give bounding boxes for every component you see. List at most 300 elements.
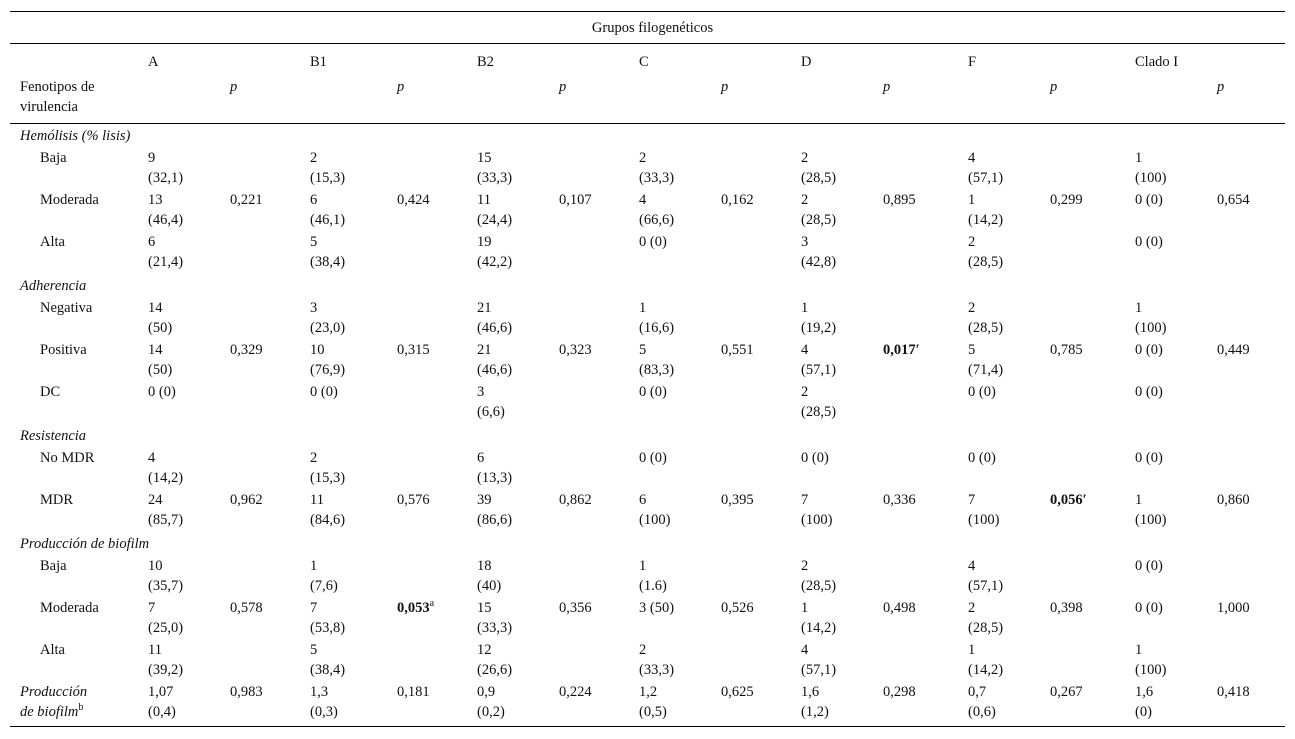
p-value: [1040, 448, 1125, 490]
value-cell: [791, 340, 873, 382]
p-value-text: 0,576: [397, 492, 430, 508]
value-cell: [791, 490, 873, 532]
p-value-text: 1,000: [1217, 600, 1250, 616]
p-value-text: 0,398: [1050, 600, 1083, 616]
group-name-clado-i: Clado I: [1135, 53, 1179, 70]
value-percent: (28,5): [968, 620, 1004, 636]
p-value-text: 0,056′: [1050, 492, 1087, 508]
table-row: [10, 190, 1285, 232]
value-cell: [791, 598, 873, 640]
value-cell: [300, 190, 387, 232]
value-percent: (40): [477, 578, 502, 594]
p-value: [873, 556, 958, 598]
value-percent: (0,4): [148, 704, 176, 720]
group-name-c: C: [639, 53, 649, 70]
p-value: 0,418: [1207, 682, 1285, 727]
value-count: 5: [968, 342, 976, 358]
p-value: [711, 340, 791, 382]
table-row: [10, 640, 1285, 682]
value-cell: [300, 598, 387, 640]
value-count: 19: [477, 234, 492, 250]
p-value: [873, 448, 958, 490]
p-value-text: 0,299: [1050, 192, 1083, 208]
value-cell: [958, 148, 1040, 190]
p-value: [711, 298, 791, 340]
p-value: [1040, 490, 1125, 532]
p-value: [387, 640, 467, 682]
value-percent: (24,4): [477, 212, 513, 228]
value-cell: [138, 448, 220, 490]
value-percent: (42,8): [801, 254, 837, 270]
p-value: [1040, 340, 1125, 382]
value-count: 0 (0): [1135, 192, 1163, 208]
p-value-text: 0,221: [230, 192, 263, 208]
p-value: [220, 490, 300, 532]
value-count: 3: [477, 384, 485, 400]
value-percent: (23,0): [310, 320, 346, 336]
value-count: 1: [968, 642, 976, 658]
group-spacer: [1040, 44, 1125, 78]
value-count: 0 (0): [968, 450, 996, 466]
p-value-text: 0,395: [721, 492, 754, 508]
value-count: 6: [148, 234, 156, 250]
p-value-text: 0,654: [1217, 192, 1250, 208]
p-value: [1207, 382, 1285, 424]
value-count: 1: [968, 192, 976, 208]
p-value: [1207, 490, 1285, 532]
value-percent: (14,2): [148, 470, 184, 486]
table-row: [10, 340, 1285, 382]
p-value-text: 0,962: [230, 492, 263, 508]
value-count: 0 (0): [310, 384, 338, 400]
p-value: [220, 640, 300, 682]
group-header-row: [10, 12, 1285, 44]
row-label: No MDR: [40, 450, 95, 466]
group-spacer: [549, 44, 629, 78]
group-name-f: F: [968, 53, 977, 70]
value-percent: (25,0): [148, 620, 184, 636]
value-percent: (28,5): [801, 404, 837, 420]
value-percent: (38,4): [310, 254, 346, 270]
value-percent: (100): [1135, 512, 1167, 528]
value-percent: (15,3): [310, 170, 346, 186]
value-cell: [138, 490, 220, 532]
p-value-text: 0,053: [397, 600, 430, 616]
value-count: 0 (0): [1135, 600, 1163, 616]
value-cell: [300, 640, 387, 682]
value-count: 11: [310, 492, 324, 508]
value-cell: [629, 682, 711, 727]
value-cell: [300, 340, 387, 382]
p-value: [220, 448, 300, 490]
value-percent: (83,3): [639, 362, 675, 378]
value-cell: [300, 382, 387, 424]
value-cell: [958, 490, 1040, 532]
p-value: 0,224: [549, 682, 629, 727]
value-cell: [138, 682, 220, 727]
value-count: 2: [801, 150, 809, 166]
value-cell: [958, 232, 1040, 274]
p-value: [549, 298, 629, 340]
value-count: 1: [1135, 492, 1143, 508]
value-count: 12: [477, 642, 492, 658]
value-count: 5: [639, 342, 647, 358]
value-count: 7: [148, 600, 156, 616]
p-value: [1207, 298, 1285, 340]
final-label-line1: Producción: [20, 684, 88, 700]
table-row: [10, 148, 1285, 190]
value-cell: [467, 640, 549, 682]
value-percent: (33,3): [639, 662, 675, 678]
value-count: 0 (0): [1135, 234, 1163, 250]
value-count: 6: [477, 450, 485, 466]
value-percent: (100): [1135, 170, 1167, 186]
p-value-text: 0,862: [559, 492, 592, 508]
p-value: [1040, 298, 1125, 340]
value-percent: (100): [639, 512, 671, 528]
p-value-text: 0,336: [883, 492, 916, 508]
p-value: [873, 298, 958, 340]
p-header: p: [873, 77, 958, 124]
value-percent: (42,2): [477, 254, 513, 270]
value-cell: [791, 448, 873, 490]
p-value: [873, 232, 958, 274]
value-cell: [467, 148, 549, 190]
value-percent: (50): [148, 362, 173, 378]
value-cell: [629, 148, 711, 190]
value-cell: [791, 298, 873, 340]
value-count: 1,3: [310, 684, 329, 700]
p-value-text: 0,785: [1050, 342, 1083, 358]
final-label-text: de biofilm: [20, 704, 79, 720]
p-value: [873, 340, 958, 382]
p-value: [220, 340, 300, 382]
value-cell: [138, 232, 220, 274]
value-cell: [1125, 640, 1207, 682]
value-cell: [958, 298, 1040, 340]
section-title: Adherencia: [20, 278, 87, 294]
value-count: 0 (0): [639, 450, 667, 466]
p-value: [873, 640, 958, 682]
value-count: 7: [310, 600, 318, 616]
row-label: Baja: [40, 558, 67, 574]
value-cell: [300, 148, 387, 190]
value-cell: [300, 298, 387, 340]
value-cell: [467, 190, 549, 232]
p-value: [549, 598, 629, 640]
p-value: [1207, 598, 1285, 640]
section-row: [10, 532, 1285, 556]
value-percent: (86,6): [477, 512, 513, 528]
value-count: 13: [148, 192, 163, 208]
value-count: 4: [801, 342, 809, 358]
value-percent: (57,1): [801, 662, 837, 678]
value-count: 4: [639, 192, 647, 208]
p-header: p: [1040, 77, 1125, 124]
p-value: [1207, 640, 1285, 682]
p-value: [1207, 340, 1285, 382]
value-percent: (57,1): [968, 578, 1004, 594]
value-cell: [138, 382, 220, 424]
value-count: 7: [968, 492, 976, 508]
empty-header: [300, 77, 387, 124]
value-count: 2: [968, 234, 976, 250]
value-count: 1,07: [148, 684, 174, 700]
value-percent: (38,4): [310, 662, 346, 678]
section-row: [10, 274, 1285, 298]
value-percent: (14,2): [968, 662, 1004, 678]
value-count: 1,6: [801, 684, 820, 700]
group-spacer: [387, 44, 467, 78]
table-row: [10, 232, 1285, 274]
value-count: 4: [148, 450, 156, 466]
p-value: [1207, 232, 1285, 274]
value-count: 10: [310, 342, 325, 358]
value-cell: [300, 556, 387, 598]
value-count: 3: [801, 234, 809, 250]
p-value: [387, 148, 467, 190]
value-percent: (76,9): [310, 362, 346, 378]
value-percent: (35,7): [148, 578, 184, 594]
value-percent: (0,5): [639, 704, 667, 720]
group-name-a: A: [148, 53, 159, 70]
value-cell: [300, 448, 387, 490]
value-count: 2: [968, 600, 976, 616]
value-count: 1: [801, 300, 809, 316]
p-value: [1040, 190, 1125, 232]
group-spacer: [873, 44, 958, 78]
value-count: 0 (0): [1135, 384, 1163, 400]
table-row: [10, 298, 1285, 340]
value-percent: (28,5): [968, 254, 1004, 270]
value-percent: (71,4): [968, 362, 1004, 378]
table-row: [10, 598, 1285, 640]
group-spacer: [1207, 44, 1285, 78]
p-value-text: 0,329: [230, 342, 263, 358]
value-percent: (57,1): [801, 362, 837, 378]
value-cell: [958, 682, 1040, 727]
row-label: MDR: [40, 492, 74, 508]
p-value: [1040, 382, 1125, 424]
value-percent: (46,6): [477, 320, 513, 336]
value-cell: [467, 556, 549, 598]
p-value: [387, 598, 467, 640]
group-header: Grupos filogenéticos: [10, 12, 1285, 44]
footnote-mark: a: [429, 598, 435, 610]
value-count: 5: [310, 234, 318, 250]
value-percent: (1,2): [801, 704, 829, 720]
value-count: 7: [801, 492, 809, 508]
p-value: [711, 382, 791, 424]
value-percent: (46,4): [148, 212, 184, 228]
value-count: 6: [310, 192, 318, 208]
p-value: [220, 190, 300, 232]
value-cell: [629, 340, 711, 382]
value-cell: [791, 148, 873, 190]
value-cell: [629, 598, 711, 640]
value-percent: (14,2): [801, 620, 837, 636]
p-header: p: [387, 77, 467, 124]
value-cell: [1125, 598, 1207, 640]
p-value: [711, 190, 791, 232]
p-value: [711, 598, 791, 640]
p-value: [387, 382, 467, 424]
empty-header: [1125, 77, 1207, 124]
p-value: [220, 148, 300, 190]
value-cell: [958, 448, 1040, 490]
p-value: [711, 232, 791, 274]
value-cell: [467, 382, 549, 424]
p-value: [873, 382, 958, 424]
value-percent: (100): [1135, 662, 1167, 678]
value-count: 5: [310, 642, 318, 658]
table-row: [10, 490, 1285, 532]
row-label: Moderada: [40, 600, 99, 616]
value-percent: (28,5): [801, 578, 837, 594]
group-names-row: [10, 44, 1285, 78]
value-percent: (46,6): [477, 362, 513, 378]
p-value: [549, 490, 629, 532]
p-value-text: 0,449: [1217, 342, 1250, 358]
value-count: 0 (0): [639, 384, 667, 400]
value-count: 1: [310, 558, 318, 574]
value-cell: [958, 190, 1040, 232]
value-cell: [300, 682, 387, 727]
value-percent: (57,1): [968, 170, 1004, 186]
p-header: p: [711, 77, 791, 124]
p-value: [711, 556, 791, 598]
value-cell: [791, 556, 873, 598]
value-count: 1: [1135, 642, 1143, 658]
value-count: 15: [477, 600, 492, 616]
p-value: [549, 382, 629, 424]
value-cell: [791, 682, 873, 727]
final-label-line2: [20, 702, 138, 722]
empty-header: [629, 77, 711, 124]
value-count: 0 (0): [1135, 558, 1163, 574]
value-cell: [958, 598, 1040, 640]
value-cell: [138, 598, 220, 640]
value-cell: [138, 298, 220, 340]
row-label: Alta: [40, 642, 65, 658]
p-value-text: 0,551: [721, 342, 754, 358]
value-count: 1: [639, 300, 647, 316]
value-cell: [138, 340, 220, 382]
p-value-text: 0,526: [721, 600, 754, 616]
value-cell: [629, 556, 711, 598]
value-percent: (46,1): [310, 212, 346, 228]
p-value: [549, 232, 629, 274]
p-value: [220, 298, 300, 340]
value-count: 11: [148, 642, 162, 658]
value-percent: (0): [1135, 704, 1152, 720]
value-percent: (0,3): [310, 704, 338, 720]
row-header: Fenotipos de virulencia: [10, 77, 138, 124]
p-value-text: 0,895: [883, 192, 916, 208]
p-value-text: 0,323: [559, 342, 592, 358]
value-cell: [138, 190, 220, 232]
value-count: 0 (0): [639, 234, 667, 250]
value-count: 2: [310, 150, 318, 166]
value-cell: [138, 556, 220, 598]
value-cell: [629, 640, 711, 682]
p-value: [711, 148, 791, 190]
p-value-text: 0,424: [397, 192, 430, 208]
value-count: 4: [968, 558, 976, 574]
value-cell: [467, 490, 549, 532]
p-value: [220, 382, 300, 424]
p-value: 0,181: [387, 682, 467, 727]
value-percent: (53,8): [310, 620, 346, 636]
value-count: 18: [477, 558, 492, 574]
value-count: 0 (0): [1135, 450, 1163, 466]
p-value: [1040, 640, 1125, 682]
value-percent: (14,2): [968, 212, 1004, 228]
p-value: [873, 148, 958, 190]
value-cell: [791, 232, 873, 274]
p-value-text: 0,498: [883, 600, 916, 616]
empty-header: [958, 77, 1040, 124]
p-value: [711, 490, 791, 532]
value-percent: (84,6): [310, 512, 346, 528]
value-cell: [958, 556, 1040, 598]
p-header: p: [220, 77, 300, 124]
p-value: 0,298: [873, 682, 958, 727]
value-percent: (100): [801, 512, 833, 528]
value-cell: [467, 598, 549, 640]
p-value: [549, 448, 629, 490]
value-cell: [138, 640, 220, 682]
value-percent: (19,2): [801, 320, 837, 336]
value-cell: [629, 448, 711, 490]
final-row: [10, 682, 1285, 727]
value-percent: (85,7): [148, 512, 184, 528]
value-percent: (0,2): [477, 704, 505, 720]
value-count: 10: [148, 558, 163, 574]
value-count: 1: [801, 600, 809, 616]
p-value: [220, 556, 300, 598]
value-percent: (33,3): [639, 170, 675, 186]
p-value: 0,983: [220, 682, 300, 727]
value-count: 1: [1135, 150, 1143, 166]
p-value: [549, 190, 629, 232]
value-percent: (50): [148, 320, 173, 336]
p-value-text: 0,017′: [883, 342, 920, 358]
value-percent: (33,3): [477, 170, 513, 186]
p-value: [873, 190, 958, 232]
p-value: [549, 340, 629, 382]
p-header: p: [1207, 77, 1285, 124]
value-count: 2: [968, 300, 976, 316]
value-count: 14: [148, 300, 163, 316]
p-value: [549, 148, 629, 190]
value-cell: [958, 640, 1040, 682]
p-value-text: 0,578: [230, 600, 263, 616]
row-label: Positiva: [40, 342, 87, 358]
value-count: 4: [968, 150, 976, 166]
value-cell: [1125, 340, 1207, 382]
value-count: 2: [639, 150, 647, 166]
value-count: 21: [477, 342, 492, 358]
value-percent: (39,2): [148, 662, 184, 678]
p-value: [1040, 556, 1125, 598]
footnote-mark: b: [78, 702, 84, 714]
group-spacer: [220, 44, 300, 78]
value-count: 9: [148, 150, 156, 166]
value-percent: (100): [968, 512, 1000, 528]
value-count: 2: [801, 558, 809, 574]
value-cell: [300, 490, 387, 532]
